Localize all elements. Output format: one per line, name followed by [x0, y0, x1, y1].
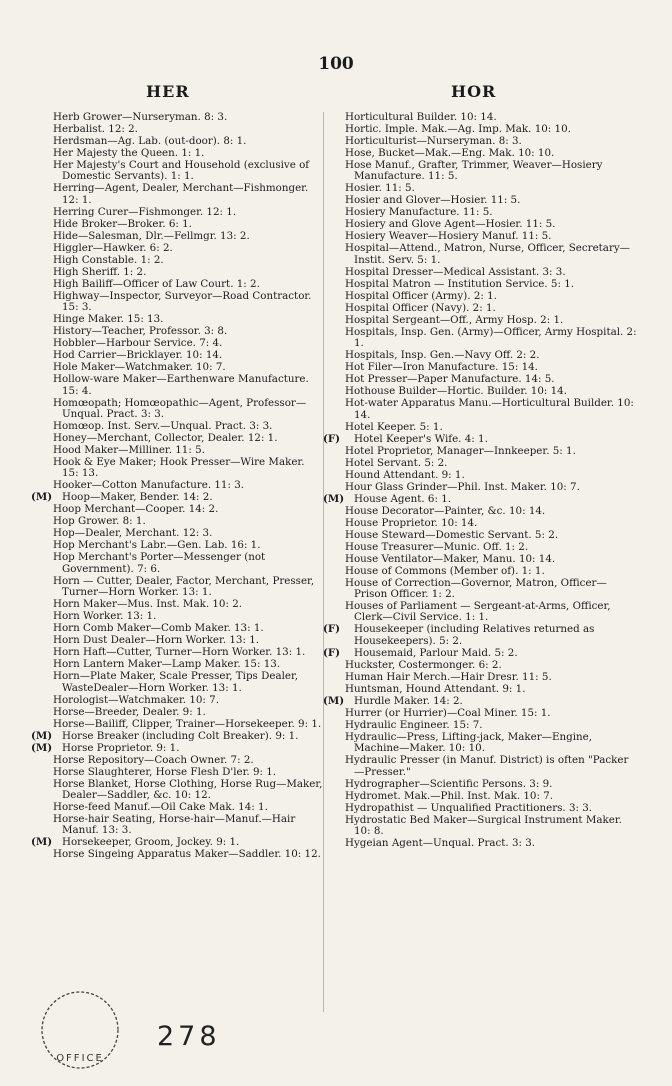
entry-text: Hide—Salesman, Dlr.—Fellmgr. 13: 2.	[53, 229, 250, 242]
entry-text: House Proprietor. 10: 14.	[345, 516, 478, 529]
entry-text: Horn—Plate Maker, Scale Presser, Tips Dealer, WasteDealer—Horn Worker. 13: 1.	[53, 670, 299, 694]
entry-text: Herring—Agent, Dealer, Merchant—Fishmonger. 12: 1.	[53, 182, 309, 206]
entry-text: Horse-feed Manuf.—Oil Cake Mak. 14: 1.	[53, 801, 268, 814]
entry-text: Housekeeper (including Relatives returned as Housekeepers). 5: 2.	[354, 623, 595, 647]
index-entry	[38, 755, 323, 766]
index-entry	[330, 160, 638, 183]
index-entry	[330, 470, 638, 481]
sex-flag: (F)	[323, 432, 341, 445]
index-entry	[38, 647, 323, 658]
index-entry	[38, 599, 323, 610]
index-entry	[330, 303, 638, 314]
entry-text: Hobbler—Harbour Service. 7: 4.	[53, 337, 223, 350]
entry-text: Huckster, Costermonger. 6: 2.	[345, 658, 502, 671]
entry-text: Hospital Sergeant—Off., Army Hosp. 2: 1.	[345, 313, 564, 326]
sex-flag: (F)	[323, 646, 341, 659]
index-entry	[330, 684, 638, 695]
index-entry	[38, 802, 323, 813]
index-entry	[38, 231, 323, 242]
index-entry	[330, 267, 638, 278]
entry-text: Hook & Eye Maker; Hook Presser—Wire Maker. 15: 13.	[53, 456, 305, 480]
entry-text: Horn Worker. 13: 1.	[53, 610, 157, 623]
index-entry	[330, 315, 638, 326]
entry-text: House of Correction—Governor, Matron, Officer—Prison Officer. 1: 2.	[345, 576, 607, 601]
index-entry	[38, 219, 323, 230]
index-entry	[330, 422, 638, 433]
entry-text: Herbalist. 12: 2.	[53, 123, 138, 135]
entry-text: History—Teacher, Professor. 3: 8.	[53, 325, 228, 338]
entry-text: Hoop Merchant—Cooper. 14: 2.	[53, 503, 219, 516]
entry-text: Horn Dust Dealer—Horn Worker. 13: 1.	[53, 634, 260, 647]
column-divider	[323, 112, 324, 1012]
index-entry	[38, 112, 323, 123]
index-entry	[323, 646, 638, 659]
entry-text: Hospital—Attend., Matron, Nurse, Officer, Secretary—Instit. Serv. 5: 1.	[345, 242, 630, 266]
stamp-number: 278	[157, 1021, 221, 1052]
index-entry	[38, 148, 323, 159]
entry-text: Horse Blanket, Horse Clothing, Horse Rug—Maker, Dealer—Saddler, &c. 10: 12.	[53, 777, 323, 802]
index-entry	[38, 576, 323, 599]
office-stamp	[35, 985, 125, 1075]
index-entry	[330, 803, 638, 814]
entry-text: Hosier. 11: 5.	[345, 182, 415, 195]
entry-text: Hotel Servant. 5: 2.	[345, 456, 448, 469]
index-entry	[330, 458, 638, 469]
index-entry	[330, 231, 638, 242]
index-entry	[330, 791, 638, 802]
entry-text: Hop Grower. 8: 1.	[53, 515, 146, 528]
index-entry	[330, 112, 638, 123]
index-entry	[38, 814, 323, 837]
entry-text: Hurrer (or Hurrier)—Coal Miner. 15: 1.	[345, 706, 551, 719]
entry-text: Hothouse Builder—Hortic. Builder. 10: 14.	[345, 385, 567, 398]
sex-flag: (M)	[31, 729, 53, 742]
index-entry	[38, 421, 323, 432]
sex-flag: (M)	[31, 741, 53, 754]
entry-text: House Agent. 6: 1.	[354, 492, 452, 505]
index-entry	[330, 279, 638, 290]
index-entry	[38, 659, 323, 670]
entry-text: Hospitals, Insp. Gen. (Army)—Officer, Army Hospital. 2: 1.	[345, 325, 637, 350]
index-entry	[38, 695, 323, 706]
index-entry	[330, 518, 638, 529]
index-entry	[330, 506, 638, 517]
index-entry	[330, 542, 638, 553]
entry-text: Horn Comb Maker—Comb Maker. 13: 1.	[53, 622, 264, 635]
index-entry	[38, 540, 323, 551]
index-entry	[330, 838, 638, 849]
entry-text: Hop Merchant's Labr.—Gen. Lab. 16: 1.	[53, 539, 261, 552]
index-entry	[330, 779, 638, 790]
index-entry	[330, 708, 638, 719]
entry-text: Horse Singeing Apparatus Maker—Saddler. 10: 12.	[53, 848, 321, 861]
index-entry	[330, 815, 638, 838]
entry-text: Hide Broker—Broker. 6: 1.	[53, 217, 192, 230]
index-entry	[330, 398, 638, 421]
entry-text: House Ventilator—Maker, Manu. 10: 14.	[345, 552, 556, 565]
index-entry	[31, 491, 323, 504]
index-entry	[323, 432, 638, 445]
index-entry	[38, 350, 323, 361]
index-entry	[38, 374, 323, 397]
index-entry	[38, 707, 323, 718]
index-entry	[38, 671, 323, 694]
index-entry	[330, 732, 638, 755]
entry-text: Hotel Keeper. 5: 1.	[345, 420, 443, 433]
index-entry	[31, 836, 323, 849]
entry-text: Hood Maker—Milliner. 11: 5.	[53, 444, 205, 457]
entry-text: Hop Merchant's Porter—Messenger (not Government). 7: 6.	[53, 551, 266, 575]
index-entry	[330, 755, 638, 778]
index-entry	[330, 660, 638, 671]
index-entry	[330, 578, 638, 601]
index-entry	[38, 552, 323, 575]
entry-text: Herb Grower—Nurseryman. 8: 3.	[53, 111, 228, 123]
sex-flag: (F)	[323, 623, 341, 636]
index-entry	[38, 267, 323, 278]
right-column	[323, 111, 638, 850]
index-entry	[38, 433, 323, 444]
index-entry	[330, 672, 638, 683]
index-entry	[38, 635, 323, 646]
entry-text: Hollow-ware Maker—Earthenware Manufacture. 15: 4.	[53, 373, 309, 397]
index-entry	[330, 350, 638, 361]
entry-text: House of Commons (Member of). 1: 1.	[345, 564, 545, 577]
index-entry	[38, 457, 323, 480]
index-entry	[38, 243, 323, 254]
entry-text: Hour Glass Grinder—Phil. Inst. Maker. 10: 7.	[345, 480, 580, 493]
entry-text: Horologist—Watchmaker. 10: 7.	[53, 693, 220, 706]
index-entry	[38, 207, 323, 218]
index-entry	[330, 124, 638, 135]
entry-text: Hydropathist — Unqualified Practitioners. 3: 3.	[345, 801, 593, 814]
index-entry	[330, 136, 638, 147]
index-entry	[31, 741, 323, 754]
entry-text: High Sheriff. 1: 2.	[53, 265, 147, 278]
entry-text: Hydraulic Engineer. 15: 7.	[345, 718, 483, 731]
stamp-text: OFFICE	[56, 1053, 104, 1064]
index-entry	[38, 779, 323, 802]
right-column-header: HOR	[451, 82, 497, 101]
index-entry	[330, 386, 638, 397]
index-entry	[330, 148, 638, 159]
index-entry	[38, 183, 323, 206]
sex-flag: (M)	[323, 492, 345, 505]
entry-text: Horsekeeper, Groom, Jockey. 9: 1.	[62, 836, 240, 849]
index-entry	[330, 243, 638, 266]
index-entry	[38, 326, 323, 337]
entry-text: Hoop—Maker, Bender. 14: 2.	[62, 491, 213, 504]
entry-text: Hydraulic Presser (in Manuf. District) is often "Packer—Presser."	[345, 754, 629, 778]
index-entry	[330, 207, 638, 218]
index-entry	[38, 279, 323, 290]
entry-text: Hospital Officer (Army). 2: 1.	[345, 289, 497, 302]
entry-text: High Bailiff—Officer of Law Court. 1: 2.	[53, 277, 260, 290]
entry-text: Hosiery Weaver—Hosiery Manuf. 11: 5.	[345, 230, 552, 243]
entry-text: Hooker—Cotton Manufacture. 11: 3.	[53, 479, 245, 492]
index-entry	[38, 719, 323, 730]
entry-text: Horn Haft—Cutter, Turner—Horn Worker. 13: 1.	[53, 646, 306, 659]
index-entry	[330, 374, 638, 385]
entry-text: Horse Proprietor. 9: 1.	[62, 741, 180, 754]
index-entry	[38, 504, 323, 515]
entry-text: Hod Carrier—Bricklayer. 10: 14.	[53, 349, 223, 362]
left-column	[31, 111, 323, 861]
entry-text: Housemaid, Parlour Maid. 5: 2.	[354, 646, 518, 659]
entry-text: Horse Repository—Coach Owner. 7: 2.	[53, 753, 254, 766]
index-entry	[38, 623, 323, 634]
left-column-header: HER	[146, 82, 190, 101]
index-entry	[38, 611, 323, 622]
entry-text: Hygeian Agent—Unqual. Pract. 3: 3.	[345, 837, 536, 850]
entry-text: Hydrostatic Bed Maker—Surgical Instrument Maker. 10: 8.	[345, 813, 622, 838]
index-entry	[323, 694, 638, 707]
index-entry	[38, 480, 323, 491]
entry-text: House Steward—Domestic Servant. 5: 2.	[345, 528, 559, 541]
index-entry	[330, 720, 638, 731]
entry-text: Herdsman—Ag. Lab. (out-door). 8: 1.	[53, 135, 247, 147]
entry-text: Homœop. Inst. Serv.—Unqual. Pract. 3: 3.	[53, 420, 273, 433]
entry-text: Hydrographer—Scientific Persons. 3: 9.	[345, 777, 553, 790]
index-entry	[330, 327, 638, 350]
index-entry	[38, 362, 323, 373]
entry-text: Hose Manuf., Grafter, Trimmer, Weaver—Hosiery Manufacture. 11: 5.	[345, 159, 603, 183]
entry-text: Hydraulic—Press, Lifting-jack, Maker—Engine, Machine—Maker. 10: 10.	[345, 730, 593, 755]
index-entry	[38, 767, 323, 778]
index-entry	[330, 195, 638, 206]
entry-text: Her Majesty the Queen. 1: 1.	[53, 147, 205, 159]
entry-text: Her Majesty's Court and Household (exclusive of Domestic Servants). 1: 1.	[53, 159, 310, 183]
index-entry	[38, 398, 323, 421]
entry-text: High Constable. 1: 2.	[53, 253, 164, 266]
entry-text: Huntsman, Hound Attendant. 9: 1.	[345, 682, 526, 695]
entry-text: Hydromet. Mak.—Phil. Inst. Mak. 10: 7.	[345, 789, 554, 802]
entry-text: Hospital Officer (Navy). 2: 1.	[345, 301, 496, 314]
index-entry	[323, 623, 638, 647]
entry-text: Hotel Proprietor, Manager—Innkeeper. 5: 1.	[345, 444, 576, 457]
entry-text: Hop—Dealer, Merchant. 12: 3.	[53, 527, 213, 540]
entry-text: Highway—Inspector, Surveyor—Road Contractor. 15: 3.	[53, 289, 312, 314]
entry-text: Hound Attendant. 9: 1.	[345, 468, 465, 481]
index-entry	[38, 338, 323, 349]
entry-text: Hose, Bucket—Mak.—Eng. Mak. 10: 10.	[345, 147, 555, 159]
index-entry	[38, 160, 323, 183]
entry-text: Human Hair Merch.—Hair Dresr. 11: 5.	[345, 670, 552, 683]
entry-text: House Treasurer—Munic. Off. 1: 2.	[345, 540, 529, 553]
entry-text: Hosier and Glover—Hosier. 11: 5.	[345, 194, 521, 207]
index-entry	[38, 528, 323, 539]
entry-text: Hole Maker—Watchmaker. 10: 7.	[53, 361, 226, 374]
index-entry	[31, 729, 323, 742]
entry-text: Horticultural Builder. 10: 14.	[345, 111, 497, 123]
entry-text: Hot Filer—Iron Manufacture. 15: 14.	[345, 361, 538, 374]
entry-text: Horse-hair Seating, Horse-hair—Manuf.—Hair Manuf. 13: 3.	[53, 813, 296, 837]
index-entry	[330, 530, 638, 541]
page-number: 100	[318, 54, 354, 74]
index-entry	[330, 446, 638, 457]
entry-text: Hosiery Manufacture. 11: 5.	[345, 206, 493, 219]
entry-text: Higgler—Hawker. 6: 2.	[53, 241, 173, 254]
index-entry	[38, 124, 323, 135]
entry-text: Horn — Cutter, Dealer, Factor, Merchant, Presser, Turner—Horn Worker. 13: 1.	[53, 574, 315, 599]
index-entry	[330, 291, 638, 302]
index-entry	[330, 554, 638, 565]
entry-text: Herring Curer—Fishmonger. 12: 1.	[53, 205, 237, 218]
entry-text: Horn Maker—Mus. Inst. Mak. 10: 2.	[53, 598, 243, 611]
index-entry	[38, 136, 323, 147]
entry-text: Hospitals, Insp. Gen.—Navy Off. 2: 2.	[345, 349, 540, 362]
index-entry	[38, 516, 323, 527]
index-entry	[330, 601, 638, 624]
entry-text: Horn Lantern Maker—Lamp Maker. 15: 13.	[53, 658, 281, 671]
index-entry	[323, 492, 638, 505]
index-entry	[330, 566, 638, 577]
entry-text: Hospital Dresser—Medical Assistant. 3: 3.	[345, 265, 566, 278]
entry-text: Hosiery and Glove Agent—Hosier. 11: 5.	[345, 218, 556, 231]
entry-text: Hinge Maker. 15: 13.	[53, 313, 164, 326]
index-entry	[38, 445, 323, 456]
index-entry	[330, 362, 638, 373]
entry-text: Horse—Breeder, Dealer. 9: 1.	[53, 705, 206, 718]
entry-text: Homœopath; Homœopathic—Agent, Professor—Unqual. Pract. 3: 3.	[53, 396, 307, 421]
index-entry	[38, 291, 323, 314]
index-entry	[38, 849, 323, 860]
entry-text: Hotel Keeper's Wife. 4: 1.	[354, 432, 488, 445]
entry-text: Horse—Bailiff, Clipper, Trainer—Horsekeeper. 9: 1.	[53, 717, 322, 730]
entry-text: House Decorator—Painter, &c. 10: 14.	[345, 504, 546, 517]
index-entry	[330, 219, 638, 230]
sex-flag: (M)	[31, 836, 53, 849]
entry-text: Hot Presser—Paper Manufacture. 14: 5.	[345, 373, 555, 386]
entry-text: Hortic. Imple. Mak.—Ag. Imp. Mak. 10: 10.	[345, 123, 571, 135]
entry-text: Hurdle Maker. 14: 2.	[354, 694, 463, 707]
index-entry	[38, 255, 323, 266]
entry-text: Honey—Merchant, Collector, Dealer. 12: 1.	[53, 432, 278, 445]
entry-text: Hospital Matron — Institution Service. 5: 1.	[345, 277, 575, 290]
entry-text: Horticulturist—Nurseryman. 8: 3.	[345, 135, 522, 147]
sex-flag: (M)	[323, 694, 345, 707]
index-entry	[330, 183, 638, 194]
index-entry	[330, 482, 638, 493]
entry-text: Hot-water Apparatus Manu.—Horticultural Builder. 10: 14.	[345, 397, 634, 421]
entry-text: Horse Slaughterer, Horse Flesh D'ler. 9: 1.	[53, 765, 277, 778]
sex-flag: (M)	[31, 491, 53, 504]
index-entry	[38, 314, 323, 325]
entry-text: Horse Breaker (including Colt Breaker). 9: 1.	[62, 729, 299, 742]
entry-text: Houses of Parliament — Sergeant-at-Arms, Officer, Clerk—Civil Service. 1: 1.	[345, 600, 611, 624]
